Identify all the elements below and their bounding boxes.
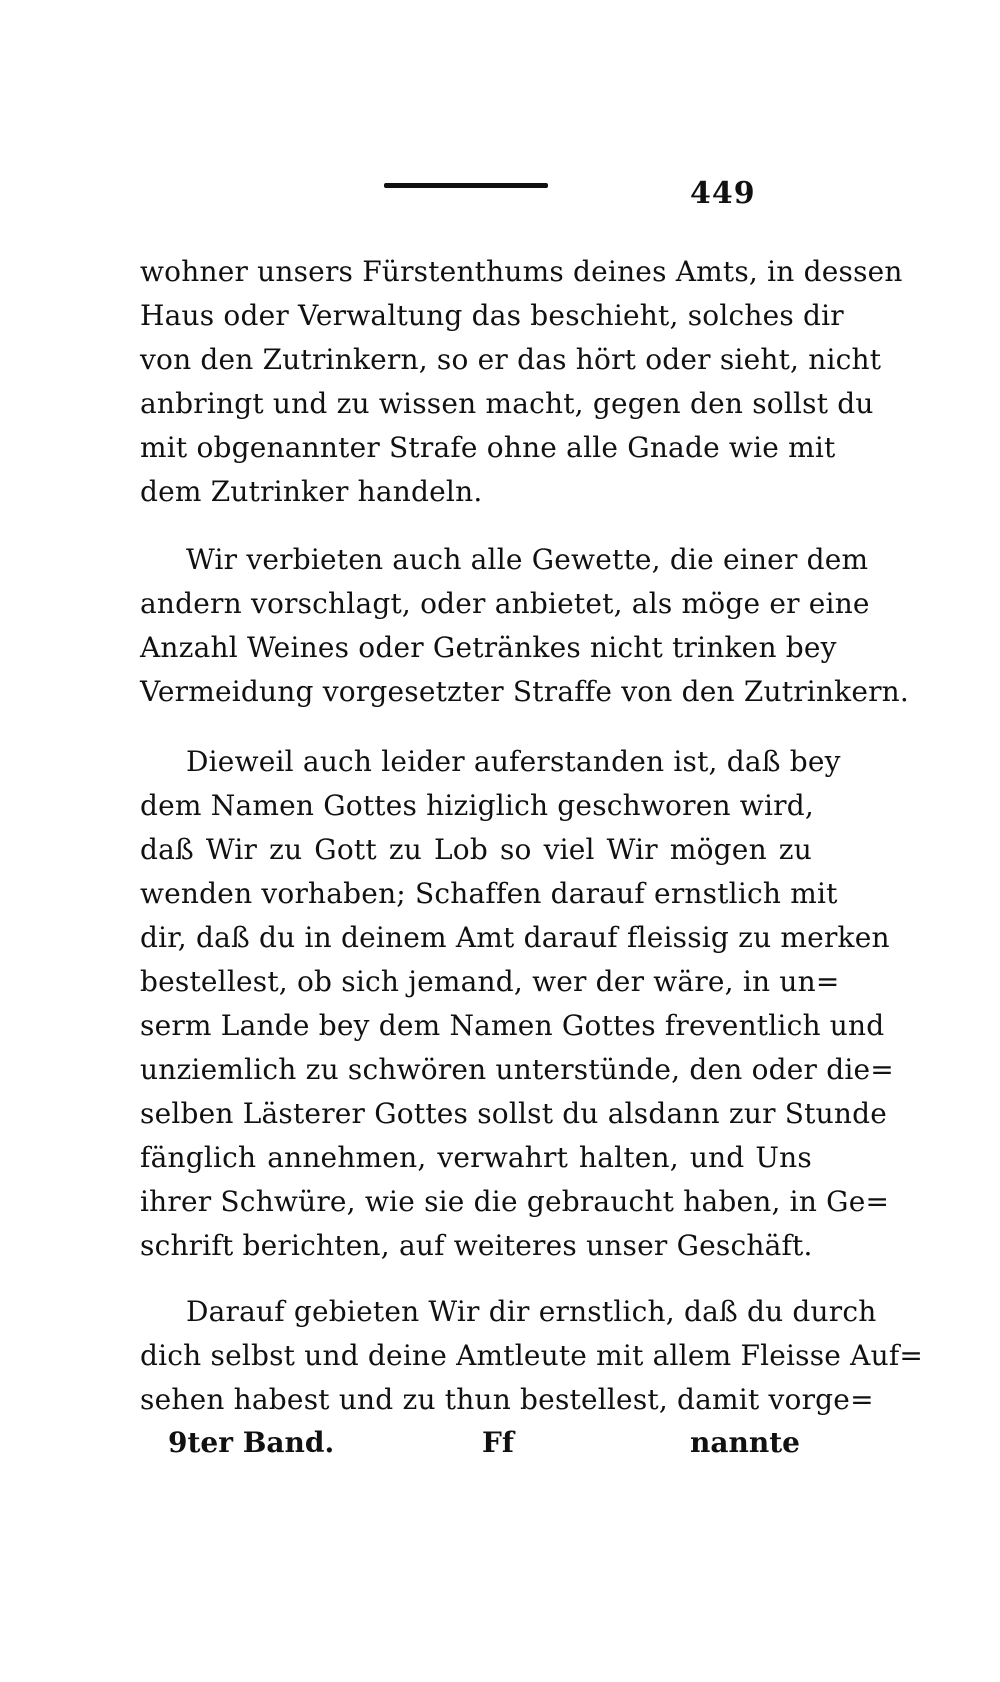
text-line: Vermeidung vorgesetzter Straffe von den Zutrinkern.	[140, 675, 910, 708]
page-footer	[0, 1426, 1000, 1476]
text-line: Wir verbieten auch alle Gewette, die einer dem	[186, 543, 869, 576]
text-line: Darauf gebieten Wir dir ernstlich, daß du durch	[186, 1295, 877, 1328]
text-line: dir, daß du in deinem Amt darauf fleissig zu merken	[140, 921, 890, 954]
text-line: Anzahl Weines oder Getränkes nicht trinken bey	[140, 631, 837, 664]
text-line: bestellest, ob sich jemand, wer der wäre, in un=	[140, 965, 840, 998]
text-line: von den Zutrinkern, so er das hört oder sieht, nicht	[140, 343, 882, 376]
signature-mark: Ff	[482, 1426, 514, 1459]
text-line: wohner unsers Fürstenthums deines Amts, in dessen	[140, 255, 903, 288]
paragraph-2	[140, 538, 910, 714]
text-line: sehen habest und zu thun bestellest, damit vorge=	[140, 1383, 874, 1416]
text-line: unziemlich zu schwören unterstünde, den oder die=	[140, 1053, 894, 1086]
text-line: dem Namen Gottes hiziglich geschworen wird,	[140, 789, 814, 822]
catchword: nannte	[690, 1426, 800, 1459]
paragraph-4	[140, 1290, 924, 1422]
paragraph-1	[140, 250, 903, 514]
text-line: daß Wir zu Gott zu Lob so viel Wir mögen zu	[140, 833, 812, 866]
text-line: dich selbst und deine Amtleute mit allem Fleisse Auf=	[140, 1339, 924, 1372]
volume-signature: 9ter Band.	[168, 1426, 335, 1459]
page-number: 449	[690, 176, 756, 211]
text-line: wenden vorhaben; Schaffen darauf ernstlich mit	[140, 877, 838, 910]
paragraph-3	[140, 740, 894, 1268]
text-line: dem Zutrinker handeln.	[140, 475, 483, 508]
text-line: serm Lande bey dem Namen Gottes freventlich und	[140, 1009, 885, 1042]
text-line: Haus oder Verwaltung das beschieht, solches dir	[140, 299, 844, 332]
text-line: anbringt und zu wissen macht, gegen den sollst du	[140, 387, 874, 420]
text-line: schrift berichten, auf weiteres unser Geschäft.	[140, 1229, 813, 1262]
text-line: Dieweil auch leider auferstanden ist, daß bey	[186, 745, 841, 778]
text-line: andern vorschlagt, oder anbietet, als möge er eine	[140, 587, 870, 620]
text-line: mit obgenannter Strafe ohne alle Gnade wie mit	[140, 431, 836, 464]
header-rule	[384, 183, 548, 188]
text-line: ihrer Schwüre, wie sie die gebraucht haben, in Ge=	[140, 1185, 890, 1218]
text-line: fänglich annehmen, verwahrt halten, und Uns	[140, 1141, 812, 1174]
text-line: selben Lästerer Gottes sollst du alsdann zur Stunde	[140, 1097, 887, 1130]
